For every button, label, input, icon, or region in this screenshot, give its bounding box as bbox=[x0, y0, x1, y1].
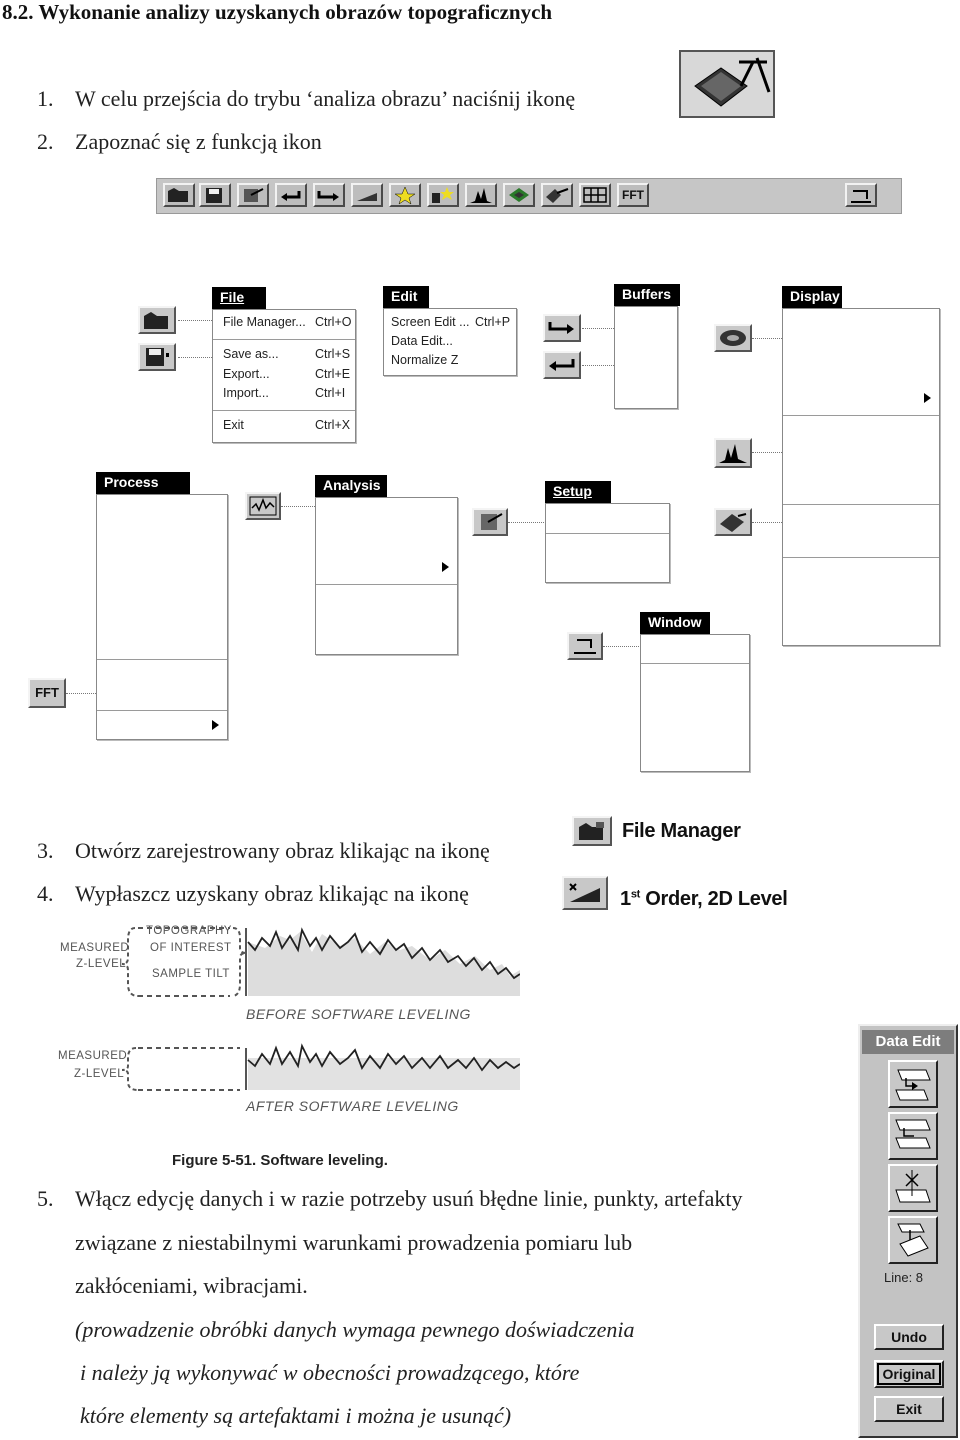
topography-label-b: OF INTEREST bbox=[150, 942, 232, 954]
note-line-1: (prowadzenie obróbki danych wymaga pewnego doświadczenia bbox=[75, 1317, 635, 1342]
edit-menu-title[interactable]: Edit bbox=[383, 286, 429, 308]
buffers-menu bbox=[614, 306, 678, 409]
measured-z-label-1b: Z-LEVEL bbox=[76, 958, 127, 970]
analysis-icon[interactable] bbox=[541, 183, 573, 207]
step-5-number: 5. bbox=[37, 1186, 54, 1211]
setup-menu-title[interactable]: Setup bbox=[545, 481, 611, 503]
menu-item-file-manager[interactable]: File Manager... bbox=[223, 315, 306, 329]
shortcut-export: Ctrl+E bbox=[315, 367, 351, 381]
measured-z-label-2a: MEASURED bbox=[58, 1050, 128, 1062]
step-2-text: Zapoznać się z funkcją ikon bbox=[75, 129, 322, 154]
note-line-2: i należy ją wykonywać w obecności prowadzącego, które bbox=[80, 1360, 580, 1385]
buffer-in-icon[interactable] bbox=[275, 183, 307, 207]
grid-icon[interactable] bbox=[579, 183, 611, 207]
level-icon[interactable] bbox=[351, 183, 383, 207]
window-menu bbox=[640, 634, 750, 772]
figure-caption: Figure 5-51. Software leveling. bbox=[172, 1152, 388, 1169]
window-menu-title[interactable]: Window bbox=[640, 612, 710, 634]
original-button[interactable]: Original bbox=[874, 1360, 944, 1388]
setup-menu bbox=[545, 503, 670, 583]
measured-z-label-1a: MEASURED bbox=[60, 942, 130, 954]
buffer-out-icon-side[interactable] bbox=[543, 314, 581, 342]
note-line-3: które elementy są artefaktami i można je usunąć) bbox=[80, 1403, 512, 1428]
after-leveling-plot bbox=[50, 1038, 520, 1098]
window-icon[interactable] bbox=[845, 183, 877, 207]
data-edit-panel bbox=[858, 1024, 958, 1438]
step-5-text: Włącz edycję danych i w razie potrzeby usuń błędne linie, punkty, artefakty bbox=[75, 1186, 743, 1211]
cut-line-button[interactable] bbox=[888, 1216, 938, 1264]
file-menu-title[interactable]: File bbox=[212, 287, 266, 309]
menu-item-export[interactable]: Export... bbox=[223, 367, 270, 381]
submenu-arrow-icon bbox=[442, 562, 449, 572]
analysis-menu bbox=[315, 497, 458, 655]
step-4-number: 4. bbox=[37, 881, 54, 906]
file-open-icon[interactable] bbox=[163, 183, 195, 207]
shortcut-exit: Ctrl+X bbox=[315, 418, 351, 432]
star-icon[interactable] bbox=[389, 183, 421, 207]
star-bar-icon[interactable] bbox=[427, 183, 459, 207]
buffer-in-icon-side[interactable] bbox=[543, 351, 581, 379]
main-toolbar bbox=[156, 178, 902, 214]
fft-icon[interactable]: FFT bbox=[617, 183, 649, 207]
step-2-number: 2. bbox=[37, 129, 54, 154]
undo-button[interactable]: Undo bbox=[874, 1324, 944, 1350]
display-3d-icon-side[interactable] bbox=[714, 508, 752, 536]
sample-tilt-label: SAMPLE TILT bbox=[152, 968, 230, 980]
buffers-menu-title[interactable]: Buffers bbox=[614, 284, 680, 306]
leveling-label-prefix: 1 bbox=[620, 888, 631, 910]
submenu-arrow-icon bbox=[212, 720, 219, 730]
before-leveling-caption: BEFORE SOFTWARE LEVELING bbox=[246, 1006, 471, 1022]
leveling-label-sup: st bbox=[630, 888, 641, 901]
file-manager-label: File Manager bbox=[622, 820, 741, 842]
file-open-icon-side[interactable] bbox=[138, 306, 176, 334]
line-measure-icon[interactable] bbox=[245, 492, 281, 520]
delete-point-button[interactable] bbox=[888, 1164, 938, 1212]
process-menu bbox=[96, 494, 228, 740]
section-heading: 8.2. Wykonanie analizy uzyskanych obrazów topograficznych bbox=[2, 0, 553, 24]
window-icon-side[interactable] bbox=[567, 632, 603, 660]
file-menu bbox=[212, 309, 356, 443]
fft-icon-side[interactable]: FFT bbox=[28, 678, 66, 708]
before-leveling-plot bbox=[50, 920, 520, 1010]
leveling-icon[interactable] bbox=[562, 876, 608, 910]
step-1-text: W celu przejścia do trybu ‘analiza obrazu’ naciśnij ikonę bbox=[75, 86, 576, 111]
export-icon[interactable] bbox=[237, 183, 269, 207]
step-3-text: Otwórz zarejestrowany obraz klikając na ikonę bbox=[75, 838, 490, 863]
display-menu bbox=[782, 308, 940, 646]
display-menu-title[interactable]: Display bbox=[782, 286, 842, 308]
step-5-cont-2: zakłóceniami, wibracjami. bbox=[75, 1273, 308, 1298]
leveling-figure bbox=[50, 920, 520, 1170]
submenu-arrow-icon bbox=[924, 393, 931, 403]
setup-icon[interactable] bbox=[472, 508, 508, 536]
shortcut-save-as: Ctrl+S bbox=[315, 347, 351, 361]
histogram-icon-side[interactable] bbox=[714, 438, 752, 468]
shortcut-screen-edit: Ctrl+P bbox=[475, 315, 511, 329]
menu-item-data-edit[interactable]: Data Edit... bbox=[391, 334, 453, 348]
save-icon[interactable] bbox=[199, 183, 231, 207]
histogram-icon[interactable] bbox=[465, 183, 497, 207]
analysis-menu-title[interactable]: Analysis bbox=[315, 475, 387, 497]
edit-menu bbox=[383, 308, 517, 376]
step-3-number: 3. bbox=[37, 838, 54, 863]
leveling-label bbox=[620, 888, 788, 911]
shortcut-file-manager: Ctrl+O bbox=[315, 315, 352, 329]
after-leveling-caption: AFTER SOFTWARE LEVELING bbox=[246, 1098, 459, 1114]
save-icon-side[interactable] bbox=[138, 343, 176, 371]
data-edit-title: Data Edit bbox=[862, 1030, 954, 1054]
display-3d-icon[interactable] bbox=[503, 183, 535, 207]
leveling-label-rest: Order, 2D Level bbox=[640, 888, 788, 910]
step-4-text: Wypłaszcz uzyskany obraz klikając na ikonę bbox=[75, 881, 469, 906]
shortcut-import: Ctrl+I bbox=[315, 386, 346, 400]
menu-item-import[interactable]: Import... bbox=[223, 386, 269, 400]
process-menu-title[interactable]: Process bbox=[96, 472, 190, 494]
measured-z-label-2b: Z-LEVEL bbox=[74, 1068, 125, 1080]
menu-item-normalize-z[interactable]: Normalize Z bbox=[391, 353, 459, 367]
line-number-readout: Line: 8 bbox=[884, 1270, 924, 1285]
topography-label-a: TOPOGRAPHY bbox=[146, 925, 232, 937]
step-5-cont-1: związane z niestabilnymi warunkami prowadzenia pomiaru lub bbox=[75, 1230, 633, 1255]
menu-item-save-as[interactable]: Save as... bbox=[223, 347, 279, 361]
delete-line-button[interactable] bbox=[888, 1060, 938, 1108]
delete-area-button[interactable] bbox=[888, 1112, 938, 1160]
menu-item-exit[interactable]: Exit bbox=[223, 418, 244, 432]
menu-item-screen-edit[interactable]: Screen Edit ... bbox=[391, 315, 470, 329]
image-analysis-mode-icon[interactable] bbox=[679, 50, 775, 118]
exit-button[interactable]: Exit bbox=[874, 1396, 944, 1422]
step-1-number: 1. bbox=[37, 86, 54, 111]
file-manager-icon[interactable] bbox=[572, 816, 612, 846]
palette-icon[interactable] bbox=[714, 324, 752, 352]
buffer-out-icon[interactable] bbox=[313, 183, 345, 207]
